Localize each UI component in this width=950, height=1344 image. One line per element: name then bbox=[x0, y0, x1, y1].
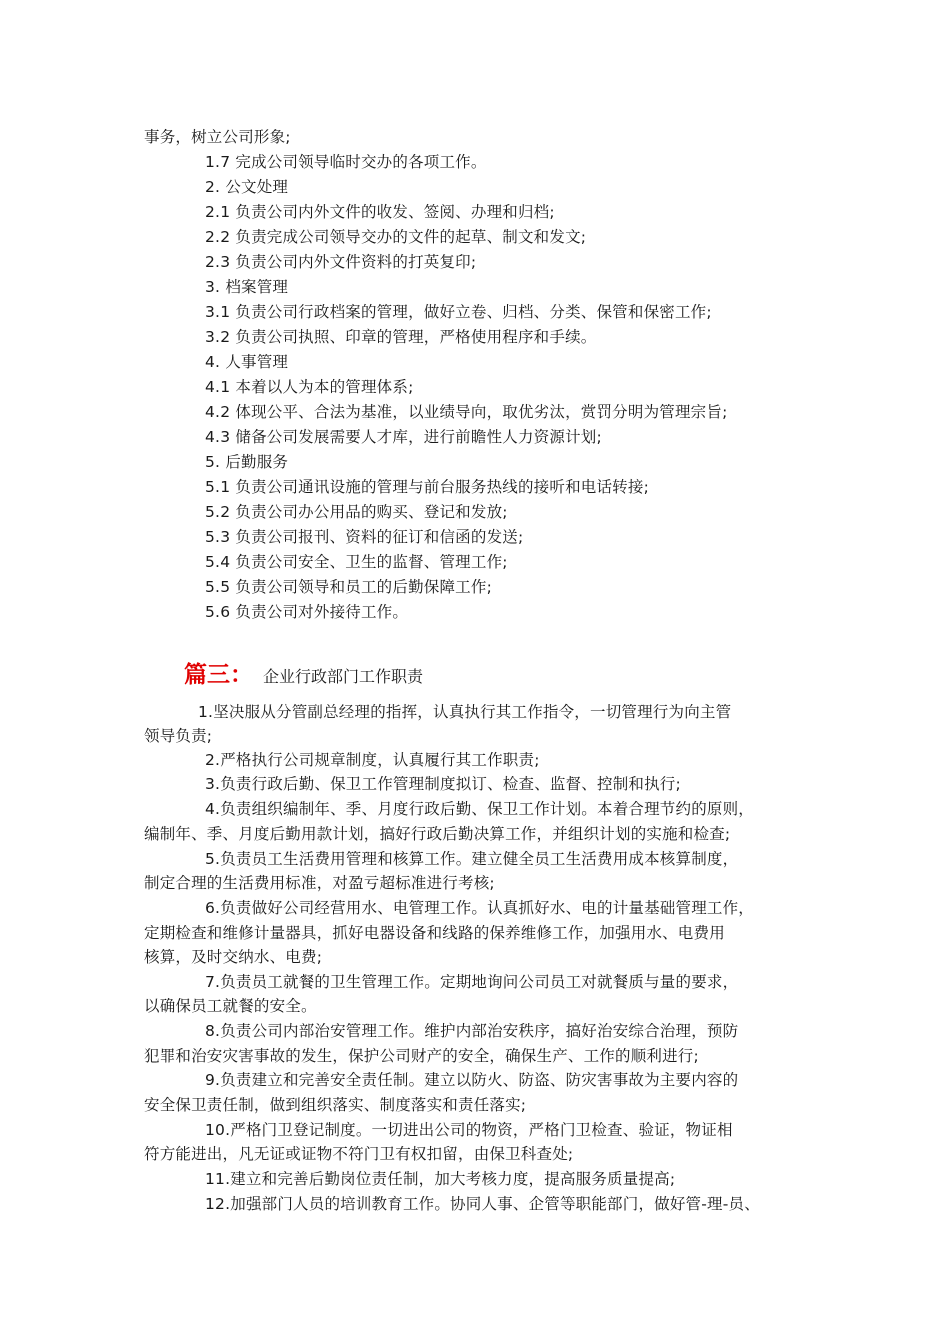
section-heading: 4. 人事管理 bbox=[205, 353, 289, 371]
paragraph-line: 事务，树立公司形象; bbox=[144, 128, 291, 146]
paragraph-line: 7.负责员工就餐的卫生管理工作。定期地询问公司员工对就餐质与量的要求， bbox=[205, 973, 739, 991]
list-item: 2.1 负责公司内外文件的收发、签阅、办理和归档; bbox=[205, 203, 555, 221]
list-item: 5.3 负责公司报刊、资料的征订和信函的发送; bbox=[205, 528, 524, 546]
paragraph-line: 以确保员工就餐的安全。 bbox=[144, 997, 317, 1015]
paragraph-line: 10.严格门卫登记制度。一切进出公司的物资，严格门卫检查、验证，物证相 bbox=[205, 1121, 733, 1139]
paragraph-line: 5.负责员工生活费用管理和核算工作。建立健全员工生活费用成本核算制度， bbox=[205, 850, 739, 868]
list-item: 5.2 负责公司办公用品的购买、登记和发放; bbox=[205, 503, 508, 521]
list-item: 2.3 负责公司内外文件资料的打英复印; bbox=[205, 253, 477, 271]
list-item: 5.6 负责公司对外接待工作。 bbox=[205, 603, 409, 621]
section-title: 企业行政部门工作职责 bbox=[263, 667, 424, 686]
section-heading: 2. 公文处理 bbox=[205, 178, 289, 196]
paragraph-line: 制定合理的生活费用标准，对盈亏超标准进行考核; bbox=[144, 874, 495, 892]
paragraph-line: 11.建立和完善后勤岗位责任制，加大考核力度，提高服务质量提高; bbox=[205, 1170, 676, 1188]
paragraph-line: 12.加强部门人员的培训教育工作。协同人事、企管等职能部门，做好管-理-员、 bbox=[205, 1195, 760, 1213]
list-item: 5.4 负责公司安全、卫生的监督、管理工作; bbox=[205, 553, 508, 571]
list-item: 3.1 负责公司行政档案的管理，做好立卷、归档、分类、保管和保密工作; bbox=[205, 303, 712, 321]
paragraph-line: 编制年、季、月度后勤用款计划，搞好行政后勤决算工作，并组织计划的实施和检查; bbox=[144, 825, 731, 843]
section-3-heading bbox=[184, 660, 423, 692]
paragraph-line: 领导负责; bbox=[144, 727, 213, 745]
paragraph-line: 1.坚决服从分管副总经理的指挥，认真执行其工作指令，一切管理行为向主管 bbox=[198, 703, 732, 721]
list-item: 4.2 体现公平、合法为基准，以业绩导向，取优劣汰，赏罚分明为管理宗旨; bbox=[205, 403, 728, 421]
section-heading: 5. 后勤服务 bbox=[205, 453, 289, 471]
paragraph-line: 6.负责做好公司经营用水、电管理工作。认真抓好水、电的计量基础管理工作， bbox=[205, 899, 754, 917]
paragraph-line: 8.负责公司内部治安管理工作。维护内部治安秩序，搞好治安综合治理，预防 bbox=[205, 1022, 739, 1040]
paragraph-line: 2.严格执行公司规章制度，认真履行其工作职责; bbox=[205, 751, 540, 769]
list-item: 5.5 负责公司领导和员工的后勤保障工作; bbox=[205, 578, 493, 596]
paragraph-line: 安全保卫责任制，做到组织落实、制度落实和责任落实; bbox=[144, 1096, 527, 1114]
paragraph-line: 核算，及时交纳水、电费; bbox=[144, 948, 323, 966]
list-item: 5.1 负责公司通讯设施的管理与前台服务热线的接听和电话转接; bbox=[205, 478, 650, 496]
paragraph-line: 犯罪和治安灾害事故的发生，保护公司财产的安全，确保生产、工作的顺利进行; bbox=[144, 1047, 699, 1065]
paragraph-line: 4.负责组织编制年、季、月度行政后勤、保卫工作计划。本着合理节约的原则， bbox=[205, 800, 754, 818]
section-label: 篇三： bbox=[184, 662, 253, 688]
list-item: 2.2 负责完成公司领导交办的文件的起草、制文和发文; bbox=[205, 228, 587, 246]
list-item: 3.2 负责公司执照、印章的管理，严格使用程序和手续。 bbox=[205, 328, 597, 346]
list-item: 4.3 储备公司发展需要人才库，进行前瞻性人力资源计划; bbox=[205, 428, 602, 446]
paragraph-line: 定期检查和维修计量器具，抓好电器设备和线路的保养维修工作，加强用水、电费用 bbox=[144, 924, 725, 942]
paragraph-line: 3.负责行政后勤、保卫工作管理制度拟订、检查、监督、控制和执行; bbox=[205, 775, 681, 793]
paragraph-line: 9.负责建立和完善安全责任制。建立以防火、防盗、防灾害事故为主要内容的 bbox=[205, 1071, 739, 1089]
section-heading: 3. 档案管理 bbox=[205, 278, 289, 296]
list-item: 1.7 完成公司领导临时交办的各项工作。 bbox=[205, 153, 487, 171]
paragraph-line: 符方能进出，凡无证或证物不符门卫有权扣留，由保卫科查处; bbox=[144, 1145, 574, 1163]
list-item: 4.1 本着以人为本的管理体系; bbox=[205, 378, 414, 396]
